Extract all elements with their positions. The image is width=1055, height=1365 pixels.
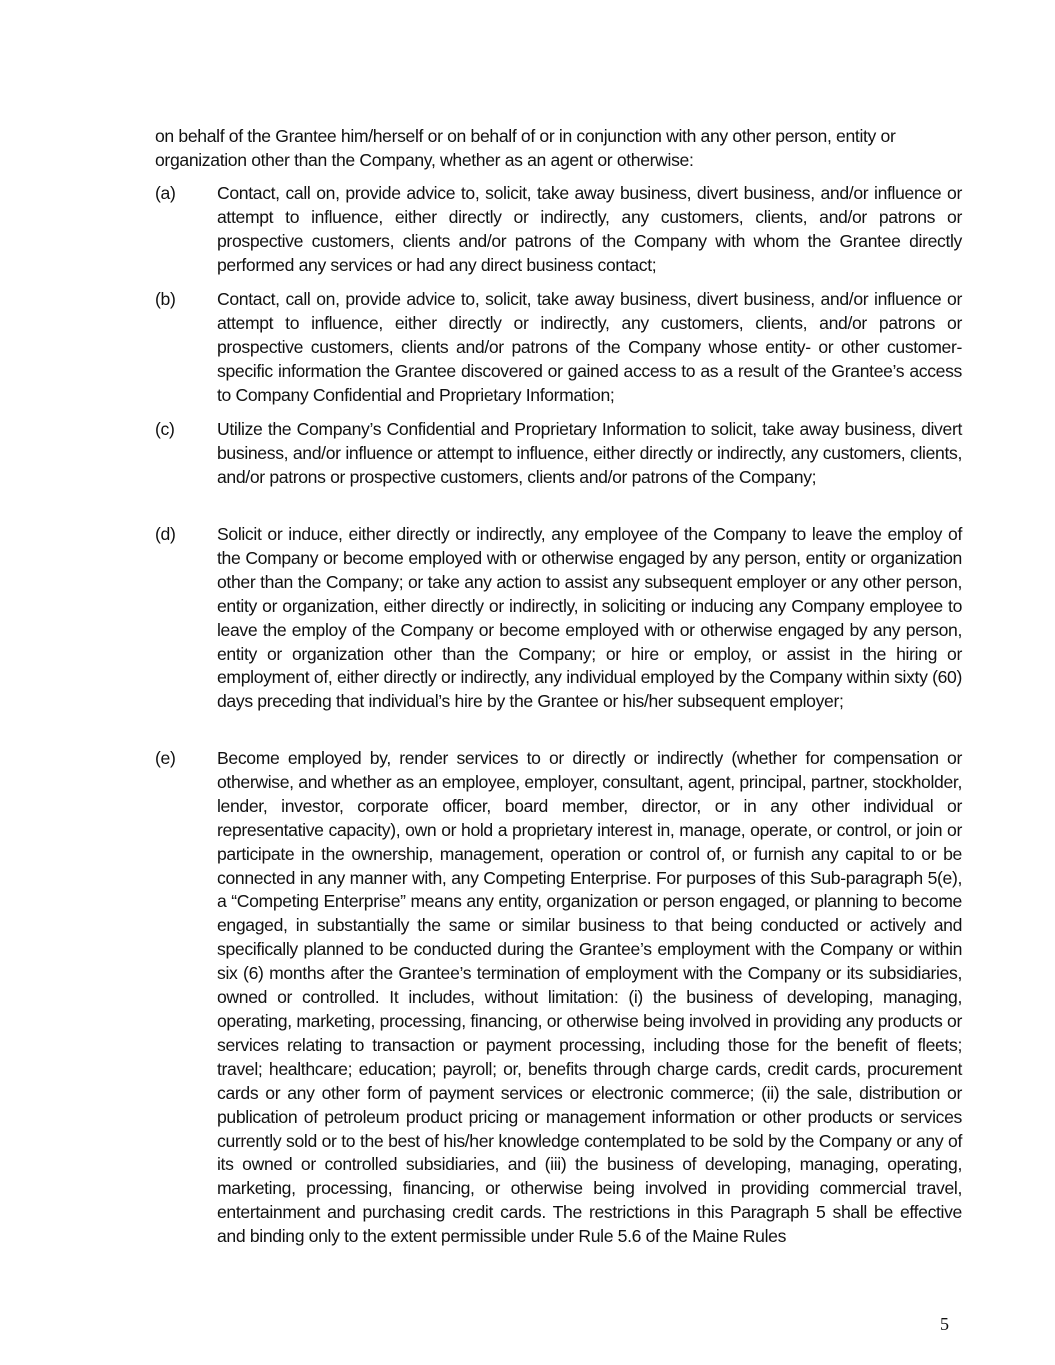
clause-marker: (c) (155, 419, 175, 439)
clause-text: Solicit or induce, either directly or indirectly, any employee of the Company to leave the employ of the Company or become employed with or otherwise engaged by any person, entity or organization other than the Company; or take any action to assist any subsequent employer or any other person, entity or organization, either directly or indirectly, in soliciting or inducing any Company employee to leave the employ of the Company or become employed with or otherwise engaged by any person, entity or organization other than the Company; or hire or employ, or assist in the hiring or employment of, either directly or indirectly, any individual employed by the Company within sixty (60) days preceding that individual’s hire by the Grantee or his/her subsequent employer; (217, 524, 962, 712)
clause-marker: (d) (155, 524, 176, 544)
clause-d (155, 523, 962, 714)
clause-text: Contact, call on, provide advice to, solicit, take away business, divert business, and/or influence or attempt to influence, either directly or indirectly, any customers, clients, and/or patrons or prospective customers, clients and/or patrons of the Company whose entity- or other customer-specific information the Grantee discovered or gained access to as a result of the Grantee’s access to Company Confidential and Proprietary Information; (217, 289, 962, 405)
intro-paragraph: on behalf of the Grantee him/herself or on behalf of or in conjunction with any other person, entity or organization other than the Company, whether as an agent or otherwise: (155, 126, 896, 170)
clause-text: Contact, call on, provide advice to, solicit, take away business, divert business, and/or influence or attempt to influence, either directly or indirectly, any customers, clients, and/or patrons or prospective customers, clients and/or patrons of the Company with whom the Grantee directly performed any services or had any direct business contact; (217, 183, 962, 275)
clause-c (155, 418, 962, 490)
clause-b (155, 288, 962, 408)
clause-text: Utilize the Company’s Confidential and Proprietary Information to solicit, take away business, divert business, and/or influence or attempt to influence, either directly or indirectly, any customers, clients, and/or patrons or prospective customers, clients and/or patrons of the Company; (217, 419, 962, 487)
page-number: 5 (940, 1314, 949, 1334)
clause-marker: (a) (155, 183, 176, 203)
clause-marker: (b) (155, 289, 176, 309)
clause-e (155, 747, 962, 1249)
clause-text: Become employed by, render services to or directly or indirectly (whether for compensation or otherwise, and whether as an employee, employer, consultant, agent, principal, partner, stockholder, lender, investor, corporate officer, board member, director, or in any other individual or representative capacity), own or hold a proprietary interest in, manage, operate, or control, or join or participate in the ownership, management, operation or control of, or furnish any capital to or be connected in any manner with, any Competing Enterprise. For purposes of this Sub-paragraph 5(e), a “Competing Enterprise” means any entity, organization or person engaged, or planning to become engaged, in substantially the same or similar business to that being conducted or actively and specifically planned to be conducted during the Grantee’s employment with the Company or within six (6) months after the Grantee’s termination of employment with the Company or its subsidiaries, owned or controlled. It includes, without limitation: (i) the business of developing, managing, operating, marketing, processing, financing, or otherwise being involved in providing any products or services relating to transaction or payment processing, including those for the benefit of fleets; travel; healthcare; education; payroll; or, benefits through charge cards, credit cards, procurement cards or any other form of payment services or electronic commerce; (ii) the sale, distribution or publication of petroleum product pricing or management information or other products or services currently sold or to the best of his/her knowledge contemplated to be sold by the Company or any of its owned or controlled subsidiaries, and (iii) the business of developing, managing, operating, marketing, processing, financing, or otherwise being involved in providing commercial travel, entertainment and purchasing credit cards. The restrictions in this Paragraph 5 shall be effective and binding only to the extent permissible under Rule 5.6 of the Maine Rules (217, 748, 962, 1247)
clause-a (155, 182, 962, 278)
clause-marker: (e) (155, 748, 176, 768)
